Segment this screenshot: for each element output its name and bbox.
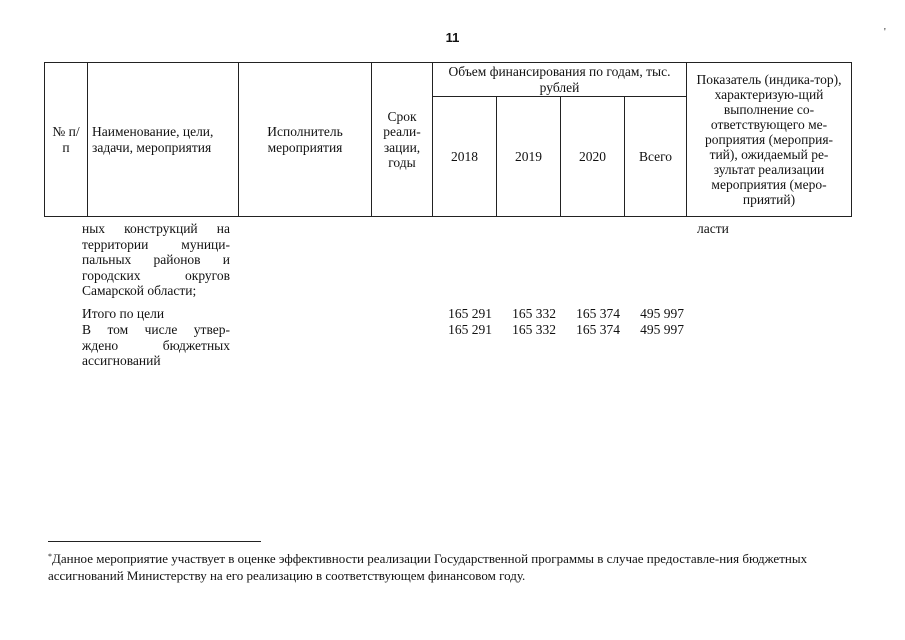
row-total-label: Итого по цели — [82, 306, 165, 321]
row-approved-label — [82, 322, 230, 369]
row-approved-line: ждено бюджетных — [82, 337, 230, 353]
row-approved-line: ассигнований — [82, 353, 161, 368]
row-total-all: 495 997 — [640, 306, 684, 321]
row-approved-2018: 165 291 — [448, 322, 492, 337]
header-year-2020: 2020 — [561, 97, 625, 217]
continuation-line: территории муници- — [82, 236, 230, 252]
footnote-marker: * — [48, 552, 52, 561]
header-indicator: Показатель (индика-тор), характеризую-щий выполнение со-ответствующего ме-роприятия (мероприя-тий), ожидаемый ре-зультат реализации мероприятия (меро-приятий) — [687, 63, 852, 217]
footnote-text: Данное мероприятие участвует в оценке эффективности реализации Государственной программы в случае предоставле-ния бюджетных ассигнований Министерству на его реализацию в соответствующем финансовом году. — [48, 551, 808, 583]
row-total-2018: 165 291 — [448, 306, 492, 321]
table-header — [44, 62, 852, 217]
header-num: № п/п — [45, 63, 88, 217]
row-total-2020: 165 374 — [576, 306, 620, 321]
header-executor: Исполнитель мероприятия — [239, 63, 372, 217]
header-term: Срок реали-зации, годы — [372, 63, 433, 217]
header-total: Всего — [625, 97, 687, 217]
row-approved-2019: 165 332 — [512, 322, 556, 337]
header-name: Наименование, цели, задачи, мероприятия — [88, 63, 239, 217]
continuation-line: ных конструкций на — [82, 221, 230, 236]
continuation-line: городских округов — [82, 267, 230, 283]
continuation-text — [82, 221, 230, 299]
header-funding: Объем финансирования по годам, тыс. рублей — [433, 63, 687, 97]
indicator-continuation: ласти — [697, 221, 729, 236]
row-approved-all: 495 997 — [640, 322, 684, 337]
row-total-2019: 165 332 — [512, 306, 556, 321]
row-approved-line: В том числе утвер- — [82, 322, 230, 337]
footnote — [48, 550, 868, 584]
header-year-2018: 2018 — [433, 97, 497, 217]
continuation-line: Самарской области; — [82, 283, 197, 298]
page-number: 11 — [445, 30, 460, 45]
corner-mark: ' — [884, 27, 886, 38]
continuation-line: пальных районов и — [82, 252, 230, 267]
row-approved-2020: 165 374 — [576, 322, 620, 337]
footnote-divider — [48, 541, 261, 542]
header-year-2019: 2019 — [497, 97, 561, 217]
